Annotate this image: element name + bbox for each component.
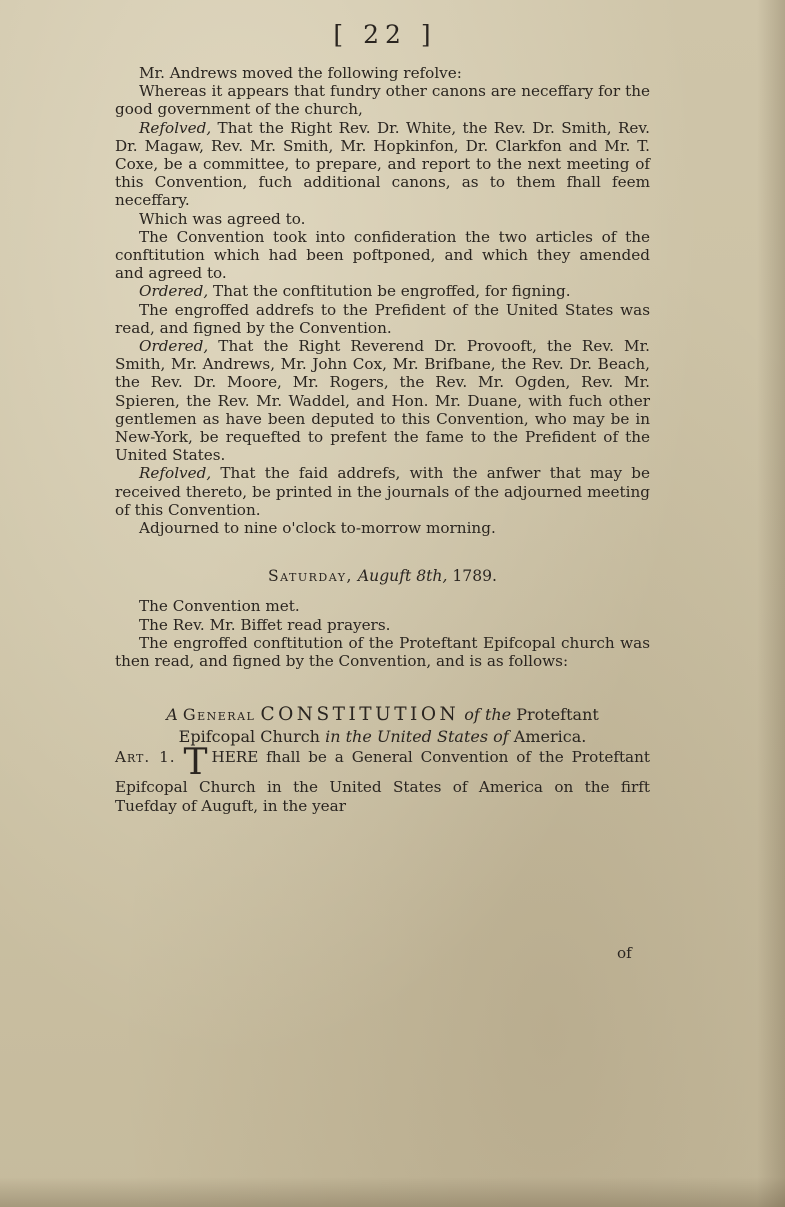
paragraph-lead: Refolved, [139, 118, 212, 137]
dateline [115, 567, 650, 585]
paragraph-text: Mr. Andrews moved the following refolve: [139, 64, 462, 82]
paragraph-text: The Rev. Mr. Biffet read prayers. [139, 615, 391, 634]
paragraph-lead: Ordered, [139, 282, 209, 301]
body-text [115, 64, 650, 815]
paragraph-text: The engroffed conftitution of the Proteftant Epifcopal church was then read, and figned by the Convention, and is as follows: [115, 633, 650, 671]
paragraph [115, 616, 650, 634]
page-number: [ 22 ] [333, 20, 437, 49]
dateline-day: Saturday, [267, 567, 353, 586]
paragraph-lead: Ordered, [139, 337, 209, 356]
paragraph-text: That the faid addrefs, with the anfwer that may be received thereto, be printed in the journals of the adjourned meeting of this Convention. [115, 464, 650, 519]
title-episcopal-church: Epifcopal Church [178, 727, 320, 747]
paragraph-text: That the conftitution be engroffed, for figning. [208, 282, 571, 301]
paragraph-text: The Convention took into confideration the two articles of the conftitution which had been poftponed, and which they amended and agreed to. [115, 227, 650, 283]
title-line-1 [115, 704, 650, 726]
title-of-the: of the [464, 705, 512, 725]
paragraph [115, 119, 650, 210]
article-text: HERE fhall be a General Convention of the Proteftant Epifcopal Church in the United States of America on the firft Tuefday of Auguft, in the year [115, 748, 650, 815]
article-label: Art. 1. [115, 748, 176, 767]
title-america: America. [513, 727, 587, 747]
paragraph [115, 82, 650, 118]
paragraph-lead: Refolved, [139, 464, 212, 483]
title-constitution: CONSTITUTION [260, 704, 460, 726]
title-in-the-united-states-of: in the United States of [325, 727, 509, 747]
dateline-year: 1789. [452, 567, 498, 586]
title-general: General [182, 705, 256, 725]
paragraph [115, 337, 650, 464]
paragraph [115, 464, 650, 519]
paragraph [115, 210, 650, 228]
paragraph [115, 597, 650, 615]
paragraph [115, 634, 650, 670]
article-dropcap: T [183, 742, 208, 784]
title-article: A [166, 705, 178, 725]
paragraph [115, 301, 650, 337]
article-1 [115, 742, 650, 815]
paragraph-text: The Convention met. [139, 597, 300, 616]
dateline-month-day: Auguft 8th, [357, 567, 448, 586]
page-edge-shadow [757, 0, 785, 1207]
paragraph [115, 282, 650, 300]
paragraph-text: That the Right Reverend Dr. Provooft, the Rev. Mr. Smith, Mr. Andrews, Mr. John Cox, Mr. Brifbane, the Rev. Dr. Beach, the Rev. Dr. Moore, Mr. Rogers, the Rev. Mr. Ogden, Rev. Mr. Spieren, the Rev. Mr. Waddel, and Hon. Mr. Duane, with fuch other gentlemen as have been deputed to this Convention, who may be in New-York, be requefted to prefent the fame to the Prefident of the United States. [115, 337, 650, 465]
catchword: of [617, 944, 632, 962]
paragraph-text: Whereas it appears that fundry other canons are neceffary for the good government of the church, [115, 82, 650, 119]
page-bottom-shadow [0, 1177, 785, 1207]
paragraph [115, 519, 650, 537]
paragraph-text: Which was agreed to. [139, 209, 306, 228]
paragraph-text: That the Right Rev. Dr. White, the Rev. Dr. Smith, Rev. Dr. Magaw, Rev. Mr. Smith, Mr. Hopkinfon, Dr. Clarkfon and Mr. T. Coxe, be a committee, to prepare, and report to the next meeting of this Convention, fuch additional canons, as to them fhall feem neceffary. [115, 118, 650, 210]
paragraph-text: Adjourned to nine o'clock to-morrow morning. [139, 519, 496, 538]
paragraph [115, 228, 650, 283]
title-protestant: Proteftant [516, 705, 599, 725]
paragraph [115, 64, 650, 82]
paragraph-text: The engroffed addrefs to the Prefident of the United States was read, and figned by the Convention. [115, 300, 650, 337]
